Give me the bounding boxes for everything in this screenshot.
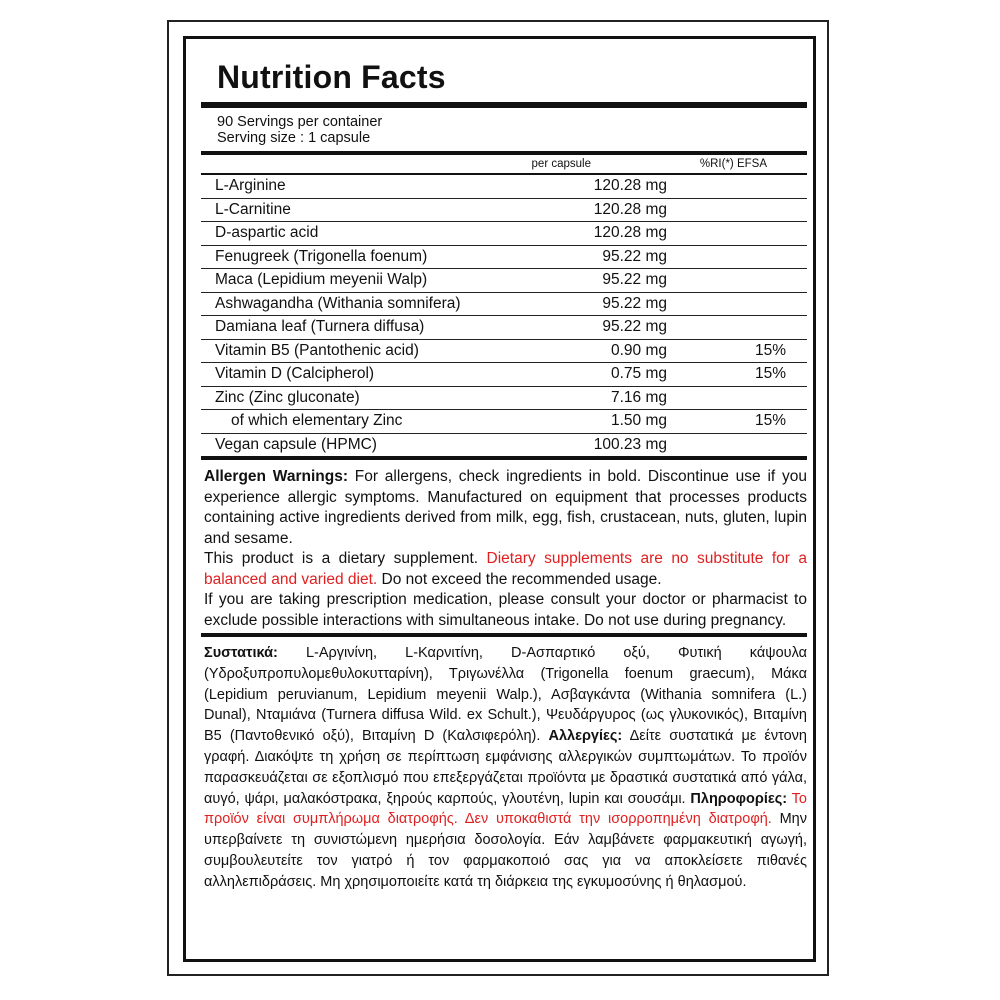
nutrient-name: Maca (Lepidium meyenii Walp) [215,271,428,289]
nutrient-ri: 15% [754,412,786,430]
table-row [201,246,807,270]
nutrient-amount: 100.23 mg [593,435,667,453]
greek-paragraph [204,643,807,893]
table-row [201,363,807,387]
nutrient-name: Damiana leaf (Turnera diffusa) [215,318,425,336]
ingredients-heading: Συστατικά: [204,645,278,661]
panel-title: Nutrition Facts [217,59,446,95]
table-row [201,222,807,246]
nutrient-amount: 95.22 mg [602,294,667,312]
allergies-heading: Αλλεργίες: [548,728,623,745]
supplement-paragraph [204,549,807,590]
table-row [201,410,807,434]
supplement-after: Do not exceed the recommended usage. [377,570,662,588]
col-per-capsule: per capsule [531,158,591,170]
nutrient-name: Zinc (Zinc gluconate) [215,388,360,406]
nutrient-name: L-Arginine [215,177,286,195]
medication-paragraph: If you are taking prescription medication, please consult your doctor or pharmacist to exclude possible interactions with simultaneous intake. Do not use during pregnancy. [204,591,807,629]
table-row [201,434,807,457]
allergies-body: Δείτε συστατικά με έντονη γραφή. Διακόψτε τη χρήση σε περίπτωση εμφάνισης αλλεργικών συμπτωμάτων. Το προϊόν παρασκευάζεται σε εξοπλισμό που επεξεργάζεται προϊόντα με δραστικά συστατικά από γάλα, αυγό, ψάρι, μαλακόστρακα, ξηρούς καρπούς, γλουτένη, lupin και σουσάμι. [204,728,807,807]
table-row [201,199,807,223]
nutrient-amount: 0.75 mg [610,365,667,383]
nutrient-name: D-aspartic acid [215,224,319,242]
servings-per-container: 90 Servings per container [217,114,383,130]
nutrient-name: of which elementary Zinc [231,412,403,430]
nutrient-ri: 15% [754,341,786,359]
nutrient-name: Vegan capsule (HPMC) [215,435,377,453]
col-ri: %RI(*) EFSA [699,158,767,170]
column-headers [201,155,807,173]
nutrient-table [201,175,807,456]
supplement-warning: Dietary supplements are no substitute for a balanced and varied diet. [204,550,807,588]
nutrient-amount: 95.22 mg [602,318,667,336]
nutrient-name: Vitamin D (Calcipherol) [215,365,375,383]
table-row [201,269,807,293]
servings-info [201,108,807,151]
info-warning: Το προϊόν είναι συμπλήρωμα διατροφής. Δεν υποκαθιστά την ισορροπημένη διατροφή. [204,790,807,828]
nutrient-name: Ashwagandha (Withania somnifera) [215,294,461,312]
serving-size: Serving size : 1 capsule [217,130,371,146]
allergen-body: For allergens, check ingredients in bold. Discontinue use if you experience allergic symptoms. Manufactured on equipment that processes products containing active ingredients derived from milk, egg, fish, crustacean, nuts, gluten, lupin and sesame. [204,468,807,547]
nutrient-amount: 120.28 mg [593,177,667,195]
info-heading: Πληροφορίες: [690,790,788,807]
table-row [201,387,807,411]
greek-text [201,637,807,893]
nutrient-amount: 0.90 mg [610,341,667,359]
nutrient-amount: 120.28 mg [593,200,667,218]
info-body: Μην υπερβαίνετε τη συνιστώμενη ημερήσια δοσολογία. Εάν λαμβάνετε φαρμακευτική αγωγή, συμβουλευτείτε τον γιατρό ή τον φαρμακοποιό σας για να αποκλείσετε πιθανές αλληλεπιδράσεις. Μη χρησιμοποιείτε κατά τη διάρκεια της εγκυμοσύνης ή θηλασμού. [204,811,807,890]
nutrient-amount: 120.28 mg [593,224,667,242]
table-row [201,316,807,340]
nutrient-amount: 95.22 mg [602,247,667,265]
nutrient-amount: 95.22 mg [602,271,667,289]
nutrient-ri: 15% [754,365,786,383]
english-warnings [201,460,807,633]
table-row [201,175,807,199]
nutrient-name: L-Carnitine [215,200,291,218]
nutrient-amount: 1.50 mg [610,412,667,430]
table-row [201,293,807,317]
nutrient-amount: 7.16 mg [610,388,667,406]
allergen-paragraph [204,467,807,549]
allergen-heading: Allergen Warnings: [204,468,348,485]
table-row [201,340,807,364]
nutrition-panel [201,50,807,893]
nutrient-name: Vitamin B5 (Pantothenic acid) [215,341,419,359]
ingredients-body: L-Αργινίνη, L-Καρνιτίνη, D-Ασπαρτικό οξύ, Φυτική κάψουλα (Υδροξυπροπυλομεθυλοκυτταρίνη), Τριγωνέλλα (Trigonella foenum graecum), Μάκα (Lepidium peruvianum, Lepidium meyenii Walp.), Ασβαγκάντα (Withania somnifera (L.) Dunal), Νταμιάνα (Turnera diffusa Wild. ex Schult.), Ψευδάργυρος (ως γλυκονικός), Βιταμίνη B5 (Παντοθενικό οξύ), Βιταμίνη D (Καλσιφερόλη). [204,645,807,745]
supplement-intro: This product is a dietary supplement. [204,550,487,567]
nutrient-name: Fenugreek (Trigonella foenum) [215,247,428,265]
